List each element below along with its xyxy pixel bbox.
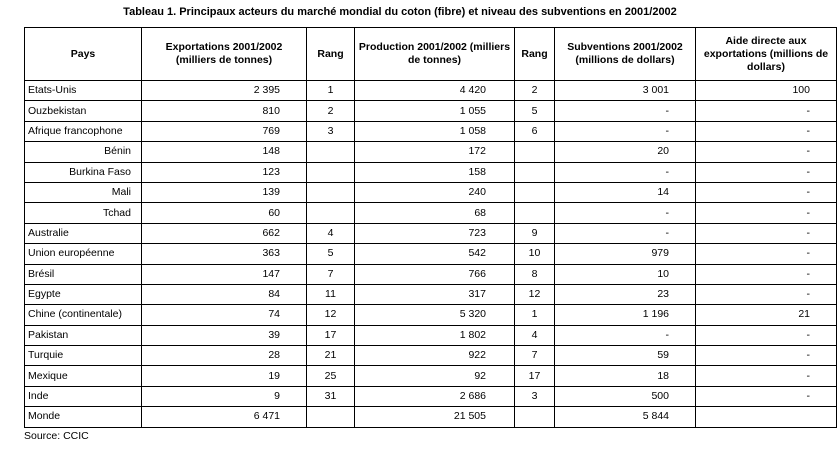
table-row	[25, 264, 837, 284]
cell-aide: -	[696, 162, 837, 182]
cell-exportations: 28	[142, 346, 307, 366]
cell-subventions: 500	[555, 386, 696, 406]
cell-aide: -	[696, 203, 837, 223]
cell-production: 5 320	[355, 305, 515, 325]
cell-rang-exportations	[307, 142, 355, 162]
cell-production: 766	[355, 264, 515, 284]
cell-exportations: 363	[142, 244, 307, 264]
table-row	[25, 121, 837, 141]
cell-production: 922	[355, 346, 515, 366]
header-rang-production: Rang	[515, 28, 555, 81]
cell-rang-exportations	[307, 182, 355, 202]
cell-subventions: 59	[555, 346, 696, 366]
header-exportations: Exportations 2001/2002 (milliers de tonnes)	[142, 28, 307, 81]
cell-subventions: 10	[555, 264, 696, 284]
cell-rang-production	[515, 162, 555, 182]
table-row	[25, 386, 837, 406]
table-row	[25, 305, 837, 325]
cell-rang-exportations: 2	[307, 101, 355, 121]
cell-pays: Turquie	[25, 346, 142, 366]
cell-subventions: 3 001	[555, 81, 696, 101]
cell-rang-exportations: 31	[307, 386, 355, 406]
cell-subventions: -	[555, 162, 696, 182]
cell-rang-exportations	[307, 162, 355, 182]
cell-pays: Monde	[25, 407, 142, 427]
header-rang-exportations: Rang	[307, 28, 355, 81]
cell-rang-exportations	[307, 203, 355, 223]
cell-rang-production	[515, 407, 555, 427]
cell-pays: Mexique	[25, 366, 142, 386]
cell-rang-production	[515, 142, 555, 162]
table-row	[25, 142, 837, 162]
table-row	[25, 407, 837, 427]
cell-rang-exportations: 7	[307, 264, 355, 284]
cell-production: 2 686	[355, 386, 515, 406]
cell-rang-exportations: 1	[307, 81, 355, 101]
cell-production: 317	[355, 284, 515, 304]
header-aide: Aide directe aux exportations (millions de dollars)	[696, 28, 837, 81]
cell-pays: Brésil	[25, 264, 142, 284]
table-row	[25, 81, 837, 101]
cell-rang-exportations	[307, 407, 355, 427]
cell-aide: -	[696, 142, 837, 162]
table-row	[25, 325, 837, 345]
cell-exportations: 74	[142, 305, 307, 325]
cell-rang-exportations: 4	[307, 223, 355, 243]
cell-production: 158	[355, 162, 515, 182]
header-subventions: Subventions 2001/2002 (millions de dollars)	[555, 28, 696, 81]
cell-subventions: 23	[555, 284, 696, 304]
table-row	[25, 346, 837, 366]
table-row	[25, 162, 837, 182]
cell-aide: 21	[696, 305, 837, 325]
cell-rang-production: 10	[515, 244, 555, 264]
cell-production: 240	[355, 182, 515, 202]
cell-aide: -	[696, 386, 837, 406]
cell-production: 1 058	[355, 121, 515, 141]
source-note: Source: CCIC	[24, 430, 89, 442]
cell-subventions: -	[555, 203, 696, 223]
cell-rang-production	[515, 182, 555, 202]
table-row	[25, 366, 837, 386]
table-body	[25, 81, 837, 428]
table-row	[25, 223, 837, 243]
cell-production: 1 802	[355, 325, 515, 345]
cell-rang-exportations: 5	[307, 244, 355, 264]
cell-subventions: 14	[555, 182, 696, 202]
cell-aide: -	[696, 264, 837, 284]
cell-exportations: 2 395	[142, 81, 307, 101]
cell-aide: -	[696, 325, 837, 345]
cell-pays: Egypte	[25, 284, 142, 304]
cell-rang-exportations: 3	[307, 121, 355, 141]
header-production: Production 2001/2002 (milliers de tonnes)	[355, 28, 515, 81]
cell-rang-production: 9	[515, 223, 555, 243]
cell-exportations: 662	[142, 223, 307, 243]
table-row	[25, 284, 837, 304]
cell-aide: -	[696, 121, 837, 141]
table-row	[25, 101, 837, 121]
cell-exportations: 60	[142, 203, 307, 223]
cell-subventions: 5 844	[555, 407, 696, 427]
cell-exportations: 769	[142, 121, 307, 141]
cell-pays: Tchad	[25, 203, 142, 223]
cell-exportations: 123	[142, 162, 307, 182]
cell-exportations: 148	[142, 142, 307, 162]
cell-rang-exportations: 25	[307, 366, 355, 386]
cell-exportations: 139	[142, 182, 307, 202]
cell-pays: Australie	[25, 223, 142, 243]
cell-pays: Chine (continentale)	[25, 305, 142, 325]
cell-production: 68	[355, 203, 515, 223]
cell-rang-production: 6	[515, 121, 555, 141]
table-title: Tableau 1. Principaux acteurs du marché mondial du coton (fibre) et niveau des subventions en 2001/2002	[123, 6, 677, 18]
cell-exportations: 6 471	[142, 407, 307, 427]
cell-rang-production: 12	[515, 284, 555, 304]
cell-subventions: 20	[555, 142, 696, 162]
cell-pays: Afrique francophone	[25, 121, 142, 141]
table-row	[25, 244, 837, 264]
cell-subventions: -	[555, 325, 696, 345]
cell-subventions: 1 196	[555, 305, 696, 325]
cell-pays: Pakistan	[25, 325, 142, 345]
cell-rang-production: 8	[515, 264, 555, 284]
cell-production: 723	[355, 223, 515, 243]
cell-production: 4 420	[355, 81, 515, 101]
cell-rang-exportations: 21	[307, 346, 355, 366]
cell-rang-production: 2	[515, 81, 555, 101]
header-row	[25, 28, 837, 81]
cell-pays: Ouzbekistan	[25, 101, 142, 121]
cell-exportations: 39	[142, 325, 307, 345]
cell-exportations: 9	[142, 386, 307, 406]
table-row	[25, 182, 837, 202]
cell-pays: Mali	[25, 182, 142, 202]
cell-rang-exportations: 11	[307, 284, 355, 304]
cell-rang-production	[515, 203, 555, 223]
cell-aide: 100	[696, 81, 837, 101]
cell-subventions: 18	[555, 366, 696, 386]
cell-aide: -	[696, 284, 837, 304]
cell-exportations: 810	[142, 101, 307, 121]
cell-aide: -	[696, 101, 837, 121]
cell-pays: Burkina Faso	[25, 162, 142, 182]
cell-pays: Inde	[25, 386, 142, 406]
cell-rang-production: 3	[515, 386, 555, 406]
cell-aide: -	[696, 182, 837, 202]
cell-rang-production: 1	[515, 305, 555, 325]
cell-rang-production: 5	[515, 101, 555, 121]
cell-rang-exportations: 17	[307, 325, 355, 345]
cell-rang-production: 7	[515, 346, 555, 366]
cell-aide	[696, 407, 837, 427]
cell-subventions: -	[555, 121, 696, 141]
cell-subventions: 979	[555, 244, 696, 264]
cell-rang-production: 17	[515, 366, 555, 386]
cell-pays: Etats-Unis	[25, 81, 142, 101]
cell-subventions: -	[555, 223, 696, 243]
cell-exportations: 147	[142, 264, 307, 284]
cell-production: 92	[355, 366, 515, 386]
cell-production: 542	[355, 244, 515, 264]
cell-rang-production: 4	[515, 325, 555, 345]
cell-aide: -	[696, 223, 837, 243]
cell-pays: Union européenne	[25, 244, 142, 264]
cell-production: 172	[355, 142, 515, 162]
cell-pays: Bénin	[25, 142, 142, 162]
cell-aide: -	[696, 244, 837, 264]
cell-production: 1 055	[355, 101, 515, 121]
cell-subventions: -	[555, 101, 696, 121]
table-row	[25, 203, 837, 223]
cell-aide: -	[696, 366, 837, 386]
cell-exportations: 84	[142, 284, 307, 304]
cell-aide: -	[696, 346, 837, 366]
cotton-table	[24, 27, 837, 428]
cell-exportations: 19	[142, 366, 307, 386]
cell-production: 21 505	[355, 407, 515, 427]
cell-rang-exportations: 12	[307, 305, 355, 325]
header-pays: Pays	[25, 28, 142, 81]
